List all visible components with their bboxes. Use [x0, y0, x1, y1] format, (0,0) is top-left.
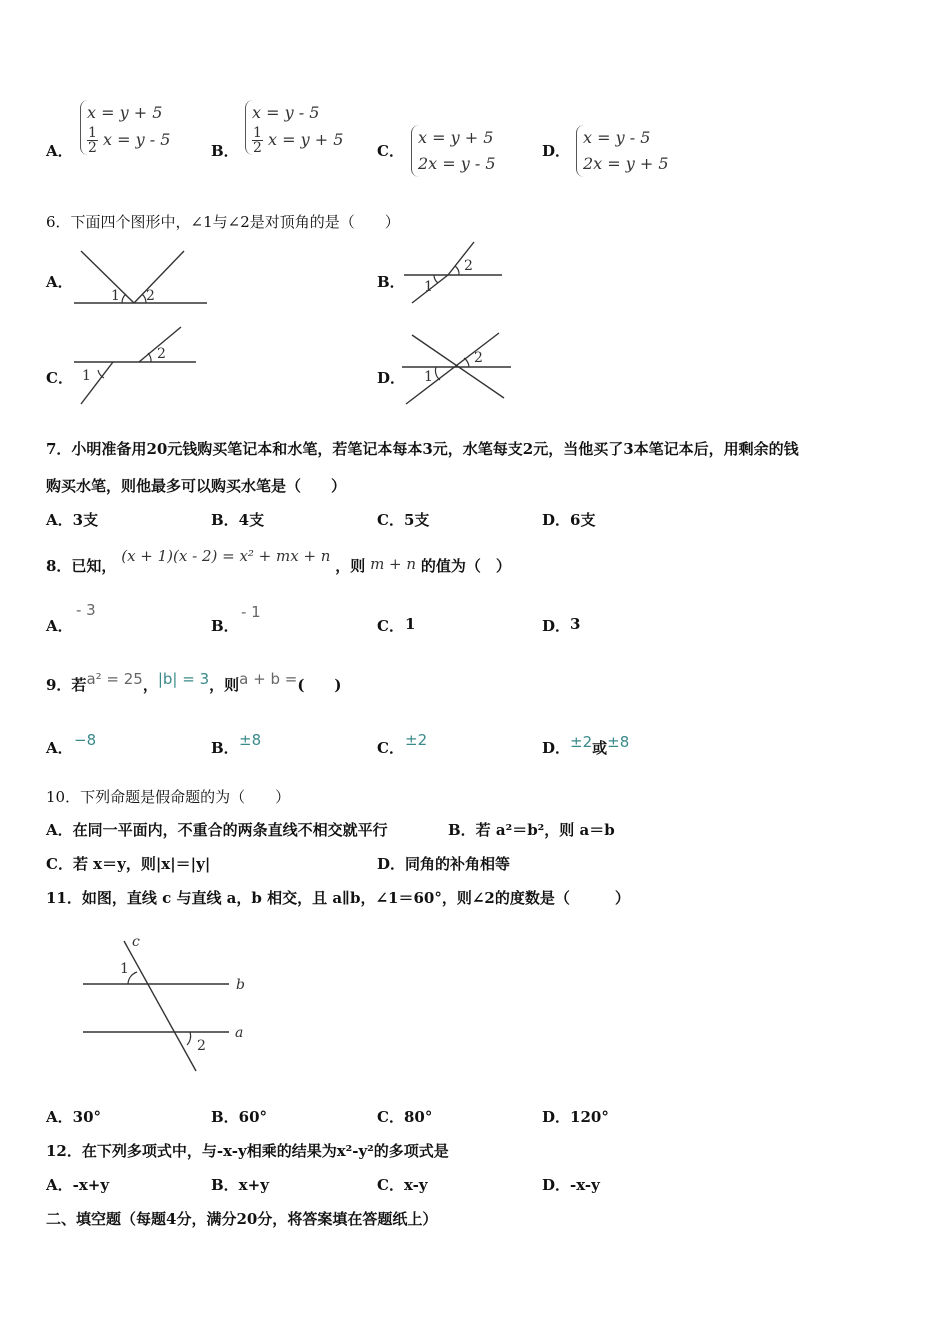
angle-2-label: 2: [474, 350, 483, 366]
q9-option-b-label: B．: [211, 739, 239, 757]
equation-row: $\frac{1}{2}$ x = y + 5: [253, 125, 344, 156]
equation-row: x = y + 5: [418, 128, 494, 147]
q10-stem: 10．下列命题是假命题的为（ ）: [46, 788, 291, 806]
line-c-label: c: [132, 934, 140, 950]
q8-option-a-label: A．: [46, 617, 73, 635]
q6-option-d-label: D．: [377, 369, 406, 387]
q10-option-c: C．若 x＝y，则|x|＝|y|: [46, 855, 211, 873]
line-a-label: a: [235, 1025, 244, 1041]
angle-2-label: 2: [146, 288, 155, 304]
q9-option-a-value: −8: [74, 731, 97, 749]
q5-option-a-label: A．: [46, 142, 73, 160]
q9-formula-sum: a + b =: [239, 670, 298, 688]
equation-row: x = y - 5: [583, 128, 651, 147]
q9-stem: [46, 670, 342, 695]
q6-option-c-label: C．: [46, 369, 73, 387]
q9-option-c-value: ±2: [405, 731, 428, 749]
q7-option-a: A．3支: [46, 511, 99, 529]
angle-1-label: 1: [424, 369, 433, 385]
q7-option-d: D．6支: [542, 511, 596, 529]
angle-1-label: 1: [120, 961, 129, 977]
q9-option-d-value: ±2或±8: [570, 733, 630, 757]
q8-option-b-value: - 1: [241, 603, 261, 621]
q12-option-c: C．x-y: [377, 1176, 428, 1194]
q10-option-d: D．同角的补角相等: [377, 855, 511, 873]
q5-option-c-label: C．: [377, 142, 404, 160]
q7-option-c: C．5支: [377, 511, 430, 529]
q12-option-b: B．x+y: [211, 1176, 269, 1194]
q9-mid: ，则: [209, 676, 240, 694]
angle-2-label: 2: [197, 1038, 206, 1054]
q8-formula: (x + 1)(x - 2) = x² + mx + n: [121, 547, 331, 565]
q11-option-c: C．80°: [377, 1108, 433, 1126]
q11-stem: 11．如图，直线 c 与直线 a，b 相交，且 a∥b，∠1＝60°，则∠2的度数是（ ）: [46, 889, 630, 907]
q8-suffix: 的值为（ ）: [420, 557, 511, 575]
section-2-heading: 二、填空题（每题4分，满分20分，将答案填在答题纸上）: [46, 1210, 438, 1228]
q9-option-a-label: A．: [46, 739, 73, 757]
q8-option-b-label: B．: [211, 617, 239, 635]
q9-formula-abs-b: |b| = 3: [157, 670, 210, 688]
angle-2-label: 2: [157, 346, 166, 362]
q8-option-d-value: 3: [570, 615, 581, 633]
q6-figure-c: [74, 327, 196, 404]
equation-row: x = y + 5: [87, 103, 163, 122]
q5-option-b-label: B．: [211, 142, 239, 160]
q11-option-b: B．60°: [211, 1108, 268, 1126]
q10-option-a: A．在同一平面内，不重合的两条直线不相交就平行: [46, 821, 388, 839]
q9-prefix: 9．若: [46, 676, 87, 694]
q6-figure-a: [74, 251, 207, 304]
q6-figure-b: [404, 242, 502, 303]
q11-option-a: A．30°: [46, 1108, 102, 1126]
q8-mid: ，则: [335, 557, 366, 575]
q12-stem: 12．在下列多项式中，与-x-y相乘的结果为x²-y²的多项式是: [46, 1142, 449, 1160]
q7-stem-line1: 7．小明准备用20元钱购买笔记本和水笔，若笔记本每本3元，水笔每支2元，当他买了3本笔记本后，用剩余的钱: [46, 440, 799, 458]
q6-option-a-label: A．: [46, 273, 73, 291]
q8-option-a-value: - 3: [76, 601, 96, 619]
equation-row: x = y - 5: [252, 103, 320, 122]
equation-row: 2x = y - 5: [418, 154, 496, 173]
q6-option-b-label: B．: [377, 273, 405, 291]
q8-expression: m + n: [370, 555, 417, 573]
q7-stem-line2: 购买水笔，则他最多可以购买水笔是（ ）: [46, 477, 347, 495]
q9-option-c-label: C．: [377, 739, 404, 757]
q12-option-d: D．-x-y: [542, 1176, 600, 1194]
q8-option-c-value: 1: [405, 615, 416, 633]
q10-option-b: B．若 a²＝b²，则 a＝b: [448, 821, 615, 839]
q6-figure-d: [402, 333, 511, 404]
q9-option-b-value: ±8: [239, 731, 262, 749]
q8-prefix: 8．已知，: [46, 557, 117, 575]
q7-option-b: B．4支: [211, 511, 265, 529]
fraction: $\frac{1}{2}$: [253, 125, 262, 156]
q8-option-d-label: D．: [542, 617, 571, 635]
q8-stem: [46, 547, 511, 576]
q9-suffix: ( ): [297, 676, 342, 694]
equation-row: 2x = y + 5: [583, 154, 669, 173]
q12-option-a: A．-x+y: [46, 1176, 110, 1194]
q11-figure: [83, 934, 245, 1071]
equation-row: $\frac{1}{2}$ x = y - 5: [88, 125, 171, 156]
fraction: $\frac{1}{2}$: [88, 125, 97, 156]
line-b-label: b: [236, 977, 245, 993]
q8-option-c-label: C．: [377, 617, 404, 635]
angle-2-label: 2: [464, 258, 473, 274]
q6-stem: 6．下面四个图形中，∠1与∠2是对顶角的是（ ）: [46, 213, 400, 231]
q5-option-d-label: D．: [542, 142, 571, 160]
q11-option-d: D．120°: [542, 1108, 609, 1126]
q9-separator: ，: [142, 676, 158, 694]
angle-1-label: 1: [111, 288, 120, 304]
q9-option-d-label: D．: [542, 739, 571, 757]
angle-1-label: 1: [424, 279, 433, 295]
angle-1-label: 1: [82, 368, 91, 384]
q9-formula-a-squared: a² = 25: [86, 670, 143, 688]
